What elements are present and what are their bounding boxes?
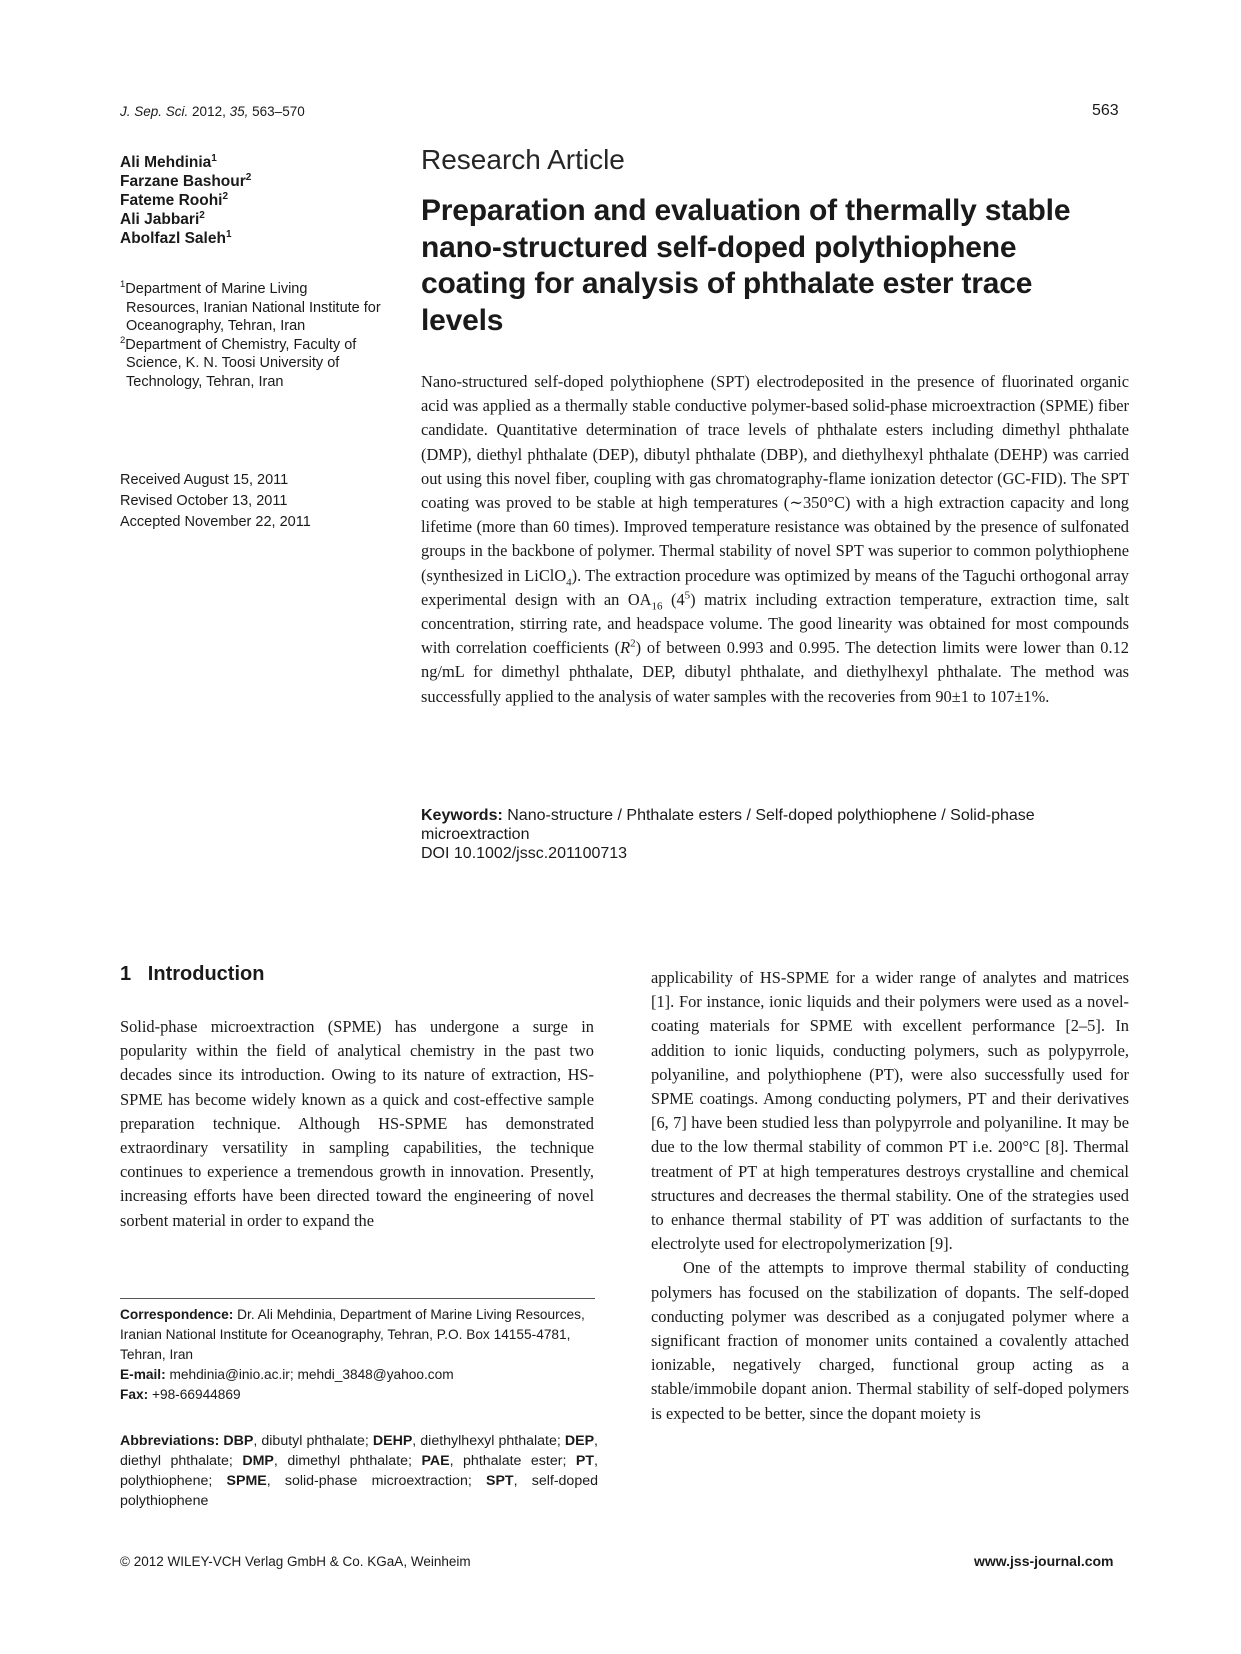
affiliation: $^1$Department of Marine Living Resources, Iranian National Institute for Oceanography, Tehran, Iran	[120, 279, 381, 335]
journal-year: 2012,	[192, 104, 226, 119]
copyright: © 2012 WILEY-VCH Verlag GmbH & Co. KGaA, Weinheim	[120, 1554, 471, 1569]
keywords-text: Nano-structure / Phthalate esters / Self-doped polythiophene / Solid-phase microextraction	[421, 807, 1035, 843]
doi: DOI 10.1002/jssc.201100713	[421, 845, 628, 862]
intro-column-right	[651, 966, 1129, 1426]
author: Abolfazl Saleh$^1$	[120, 228, 232, 247]
keywords	[421, 806, 1129, 863]
paragraph: One of the attempts to improve thermal stability of conducting polymers has focused on the stabilization of dopants. The self-doped conducting polymer was described as a conjugated polymer where a significant fraction of monomer units contained a covalently attached ionizable, negatively charged, functional group acting as a stable/immobile dopant anion. Thermal stability of self-doped polymers is expected to be better, since the dopant moiety is	[651, 1258, 1129, 1423]
article-type: Research Article	[421, 144, 625, 175]
keywords-label: Keywords:	[421, 807, 503, 824]
affiliation: $^2$Department of Chemistry, Faculty of Science, K. N. Toosi University of Technology, Tehran, Iran	[120, 334, 357, 390]
revised-date: Revised October 13, 2011	[120, 493, 288, 509]
author: Ali Mehdinia$^1$	[120, 152, 217, 171]
journal-url[interactable]: www.jss-journal.com	[974, 1553, 1114, 1569]
section-heading: 1 Introduction	[120, 963, 265, 985]
page-number: 563	[1092, 102, 1119, 119]
correspondence: Correspondence: Dr. Ali Mehdinia, Department of Marine Living Resources, Iranian National Institute for Oceanography, Tehran, P.O. Box 14155-4781, Tehran, Iran E-mail: mehdinia@inio.ac.ir; mehdi_3848@yahoo.com Fax: +98-66944869	[120, 1307, 585, 1402]
email: mehdinia@inio.ac.ir; mehdi_3848@yahoo.com	[165, 1367, 454, 1382]
intro-column-left: Solid-phase microextraction (SPME) has undergone a surge in popularity within the field of analytical chemistry in the past two decades since its introduction. Owing to its nature of extraction, HS-SPME has become widely known as a quick and cost-effective sample preparation technique. Although HS-SPME has demonstrated extraordinary versatility in sampling capabilities, the technique continues to experience a tremendous growth in innovation. Presently, increasing efforts have been directed toward the engineering of novel sorbent material in order to expand the	[120, 1017, 594, 1230]
author: Ali Jabbari$^2$	[120, 209, 205, 228]
journal-pages: 563–570	[252, 104, 305, 119]
paragraph: applicability of HS-SPME for a wider range of analytes and matrices [1]. For instance, ionic liquids and their polymers were used as a novel-coating materials for SPME with excellent performance [2–5]. In addition to ionic liquids, conducting polymers, such as polypyrrole, polyaniline, and polythiophene (PT), were also successfully used for SPME coatings. Among conducting polymers, PT and their derivatives [6, 7] have been studied less than polypyrrole and polyaniline. It may be due to the low thermal stability of common PT i.e. 200°C [8]. Thermal treatment of PT at high temperatures destroys crystalline and chemical structures and decreases the thermal stability. One of the strategies used to enhance thermal stability of PT was addition of surfactants to the electrolyte used for electropolymerization [9].	[651, 968, 1129, 1254]
author-list	[120, 153, 400, 248]
fax: +98-66944869	[148, 1387, 241, 1402]
author: Fateme Roohi$^2$	[120, 190, 229, 209]
abbreviations: Abbreviations: DBP, dibutyl phthalate; DEHP, diethylhexyl phthalate; DEP, diethyl phthalate; DMP, dimethyl phthalate; PAE, phthalate ester; PT, polythiophene; SPME, solid-phase microextraction; SPT, self-doped polythiophene	[120, 1433, 598, 1509]
accepted-date: Accepted November 22, 2011	[120, 514, 311, 530]
abstract: Nano-structured self-doped polythiophene (SPT) electrodeposited in the presence of fluorinated organic acid was applied as a thermally stable conductive polymer-based solid-phase microextraction (SPME) fiber candidate. Quantitative determination of trace levels of phthalate esters including dimethyl phthalate (DMP), diethyl phthalate (DEP), dibutyl phthalate (DBP), and diethylhexyl phthalate (DEHP) was carried out using this novel fiber, coupling with gas chromatography-flame ionization detector (GC-FID). The SPT coating was proved to be stable at high temperatures (∼350°C) with a high extraction capacity and long lifetime (more than 60 times). Improved temperature resistance was obtained by the presence of sulfonated groups in the backbone of polymer. Thermal stability of novel SPT was superior to common polythiophene (synthesized in LiClO$_4$). The extraction procedure was optimized by means of the Taguchi orthogonal array experimental design with an $OA_{16}$ $(4^5)$ matrix including extraction temperature, extraction time, salt concentration, stirring rate, and headspace volume. The good linearity was obtained for most compounds with correlation coefficients $(R^2)$ of between 0.993 and 0.995. The detection limits were lower than 0.12 ng/mL for dimethyl phthalate, DEP, dibutyl phthalate, and diethylhexyl phthalate. The method was successfully applied to the analysis of water samples with the recoveries from 90±1 to 107±1%.	[421, 372, 1129, 706]
footnote-divider	[120, 1298, 595, 1299]
journal-name: J. Sep. Sci.	[120, 104, 189, 119]
article-title: Preparation and evaluation of thermally stable nano-structured self-doped polythiophene coating for analysis of phthalate ester trace levels	[421, 194, 1071, 337]
received-date: Received August 15, 2011	[120, 472, 289, 488]
author: Farzane Bashour$^2$	[120, 171, 252, 190]
running-head	[120, 104, 305, 119]
affiliations	[120, 280, 382, 392]
journal-volume: 35,	[229, 104, 249, 119]
article-dates	[120, 470, 400, 533]
